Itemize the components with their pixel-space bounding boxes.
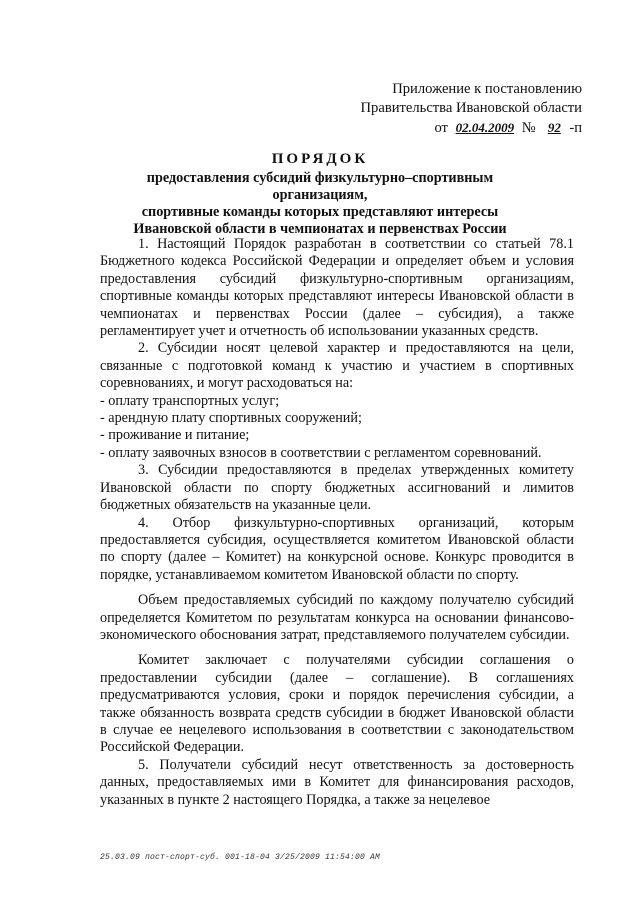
- document-subtitle: [100, 170, 540, 238]
- list-item: - проживание и питание;: [100, 427, 250, 444]
- appendix-date-line: [361, 118, 582, 138]
- subtitle-line: предоставления субсидий физкультурно–спортивным организациям,: [146, 170, 494, 203]
- document-body: [100, 236, 574, 809]
- list-item: - оплату транспортных услуг;: [100, 392, 280, 409]
- paragraph-3: 3. Субсидии предоставляются в пределах утвержденных комитету Ивановской области по спорту бюджетных ассигнований и лимитов бюджетных обязательств на указанные цели.: [100, 462, 574, 514]
- list-item: - оплату заявочных взносов в соответствии с регламентом соревнований.: [100, 444, 542, 461]
- appendix-date: 02.04.2009: [455, 120, 515, 135]
- appendix-number-label: №: [521, 120, 536, 136]
- list-item: - арендную плату спортивных сооружений;: [100, 410, 362, 427]
- appendix-suffix: -п: [569, 120, 582, 136]
- appendix-line-1: Приложение к постановлению: [392, 81, 582, 97]
- footer-file-info: 25.03.09 пост-спорт-суб. 001-18-04 3/25/2009 11:54:00 AM: [100, 853, 381, 862]
- document-title: ПОРЯДОК: [271, 151, 369, 167]
- appendix-line-2: Правительства Ивановской области: [360, 100, 582, 116]
- appendix-header: [361, 80, 582, 138]
- paragraph-5: 5. Получатели субсидий несут ответственность за достоверность данных, предоставляемых ими в Комитет для финансирования расходов, указанных в пункте 2 настоящего Порядка, а также за нецелевое: [100, 756, 574, 808]
- appendix-from-label: от: [434, 120, 448, 136]
- paragraph-4: 4. Отбор физкультурно-спортивных организаций, которым предоставляется субсидия, осуществляется комитетом Ивановской области по спорту (далее – Комитет) на конкурсной основе. Конкурс проводится в порядке, устанавливаемом комитетом Ивановской области по спорту.: [100, 514, 574, 583]
- appendix-number: 92: [547, 120, 561, 135]
- subtitle-line: Ивановской области в чемпионатах и первенствах России: [133, 221, 507, 237]
- paragraph-agreement: Комитет заключает с получателями субсидии соглашения о предоставлении субсидии (далее – соглашение). В соглашениях предусматриваются условия, сроки и порядок перечисления субсидии, а также обязанность возврата средств субсидии в бюджет Ивановской области в случае ее нецелевого использования в соответствии с законодательством Российской Федерации.: [100, 652, 574, 756]
- paragraph-1: 1. Настоящий Порядок разработан в соответствии со статьей 78.1 Бюджетного кодекса Российской Федерации и определяет объем и условия предоставления субсидий физкультурно-спортивным организациям, спортивные команды которых представляют интересы Ивановской области в чемпионатах и первенствах России (далее – субсидия), а также регламентирует учет и отчетность об использовании указанных средств.: [100, 236, 574, 340]
- paragraph-2: 2. Субсидии носят целевой характер и предоставляются на цели, связанные с подготовкой команд к участию и участием в спортивных соревнованиях, и могут расходоваться на:: [100, 340, 574, 392]
- subtitle-line: спортивные команды которых представляют интересы: [141, 204, 499, 220]
- paragraph-volume: Объем предоставляемых субсидий по каждому получателю субсидий определяется Комитетом по результатам конкурса на основании финансово-экономического обоснования затрат, представляемого получателем субсидии.: [100, 592, 574, 643]
